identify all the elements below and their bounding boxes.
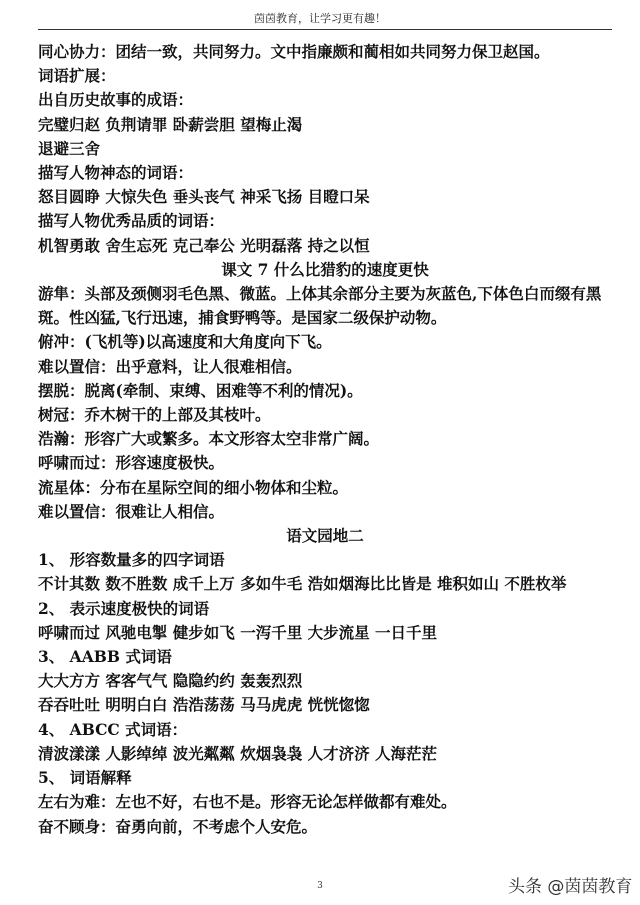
text-line: 描写人物神态的词语： xyxy=(38,163,194,183)
page-number: 3 xyxy=(317,881,323,891)
text-line: 树冠：乔木树干的上部及其枝叶。 xyxy=(38,405,271,425)
text-line: 同心协力：团结一致，共同努力。文中指廉颇和蔺相如共同努力保卫赵国。 xyxy=(38,42,550,61)
text-line: 流星体：分布在星际空间的细小物体和尘粒。 xyxy=(38,477,349,497)
text-line: 不计其数 数不胜数 成千上万 多如牛毛 浩如烟海比比皆是 堆积如山 不胜枚举 xyxy=(38,574,567,594)
text-line: 难以置信：很难让人相信。 xyxy=(38,501,225,521)
header-rule xyxy=(38,29,612,30)
text-line: 词语扩展： xyxy=(38,66,116,86)
text-line: 吞吞吐吐 明明白白 浩浩荡荡 马马虎虎 恍恍惚惚 xyxy=(38,695,370,715)
text-line: 呼啸而过：形容速度极快。 xyxy=(38,453,225,473)
text-line: 出自历史故事的成语： xyxy=(38,90,194,110)
text-line: 4、 ABCC 式词语： xyxy=(38,719,188,739)
text-line: 描写人物优秀品质的词语： xyxy=(38,211,225,231)
section-heading: 课文 7 什么比猎豹的速度更快 xyxy=(221,259,429,279)
text-line: 完璧归赵 负荆请罪 卧薪尝胆 望梅止渴 xyxy=(38,114,303,134)
text-line: 奋不顾身：奋勇向前，不考虑个人安危。 xyxy=(38,816,318,836)
text-line: 难以置信：出乎意料，让人很难相信。 xyxy=(38,356,302,376)
text-line: 大大方方 客客气气 隐隐约约 轰轰烈烈 xyxy=(38,671,303,691)
text-line: 清波漾漾 人影绰绰 波光粼粼 炊烟袅袅 人才济济 人海茫茫 xyxy=(38,743,437,763)
text-line: 5、 词语解释 xyxy=(38,768,132,788)
text-line: 1、 形容数量多的四字词语 xyxy=(38,550,225,570)
text-line: 机智勇敢 舍生忘死 克己奉公 光明磊落 持之以恒 xyxy=(38,235,370,255)
text-line: 呼啸而过 风驰电掣 健步如飞 一泻千里 大步流星 一日千里 xyxy=(38,622,437,642)
page-header: 茵茵教育，让学习更有趣！ xyxy=(254,12,386,25)
text-line: 浩瀚：形容广大或繁多。本文形容太空非常广阔。 xyxy=(38,429,380,449)
section-heading: 语文园地二 xyxy=(286,526,364,546)
text-line: 游隼：头部及颈侧羽毛色黑、微蓝。上体其余部分主要为灰蓝色,下体色白而缀有黑斑。性凶猛,飞行迅速，捕食野鸭等。是国家二级保护动物。 xyxy=(38,284,602,328)
text-line: 左右为难：左也不好，右也不是。形容无论怎样做都有难处。 xyxy=(38,792,457,812)
text-line: 2、 表示速度极快的词语 xyxy=(38,598,210,618)
watermark: 头条 @茵茵教育 xyxy=(508,877,633,897)
document-body xyxy=(38,40,612,839)
text-line: 怒目圆睁 大惊失色 垂头丧气 神采飞扬 目瞪口呆 xyxy=(38,187,370,207)
text-line: 摆脱：脱离(牵制、束缚、困难等不利的情况)。 xyxy=(38,380,363,400)
text-line: 退避三舍 xyxy=(38,138,101,158)
text-line: 俯冲：(飞机等)以高速度和大角度向下飞。 xyxy=(38,332,332,352)
text-line: 3、 AABB 式词语 xyxy=(38,647,172,667)
